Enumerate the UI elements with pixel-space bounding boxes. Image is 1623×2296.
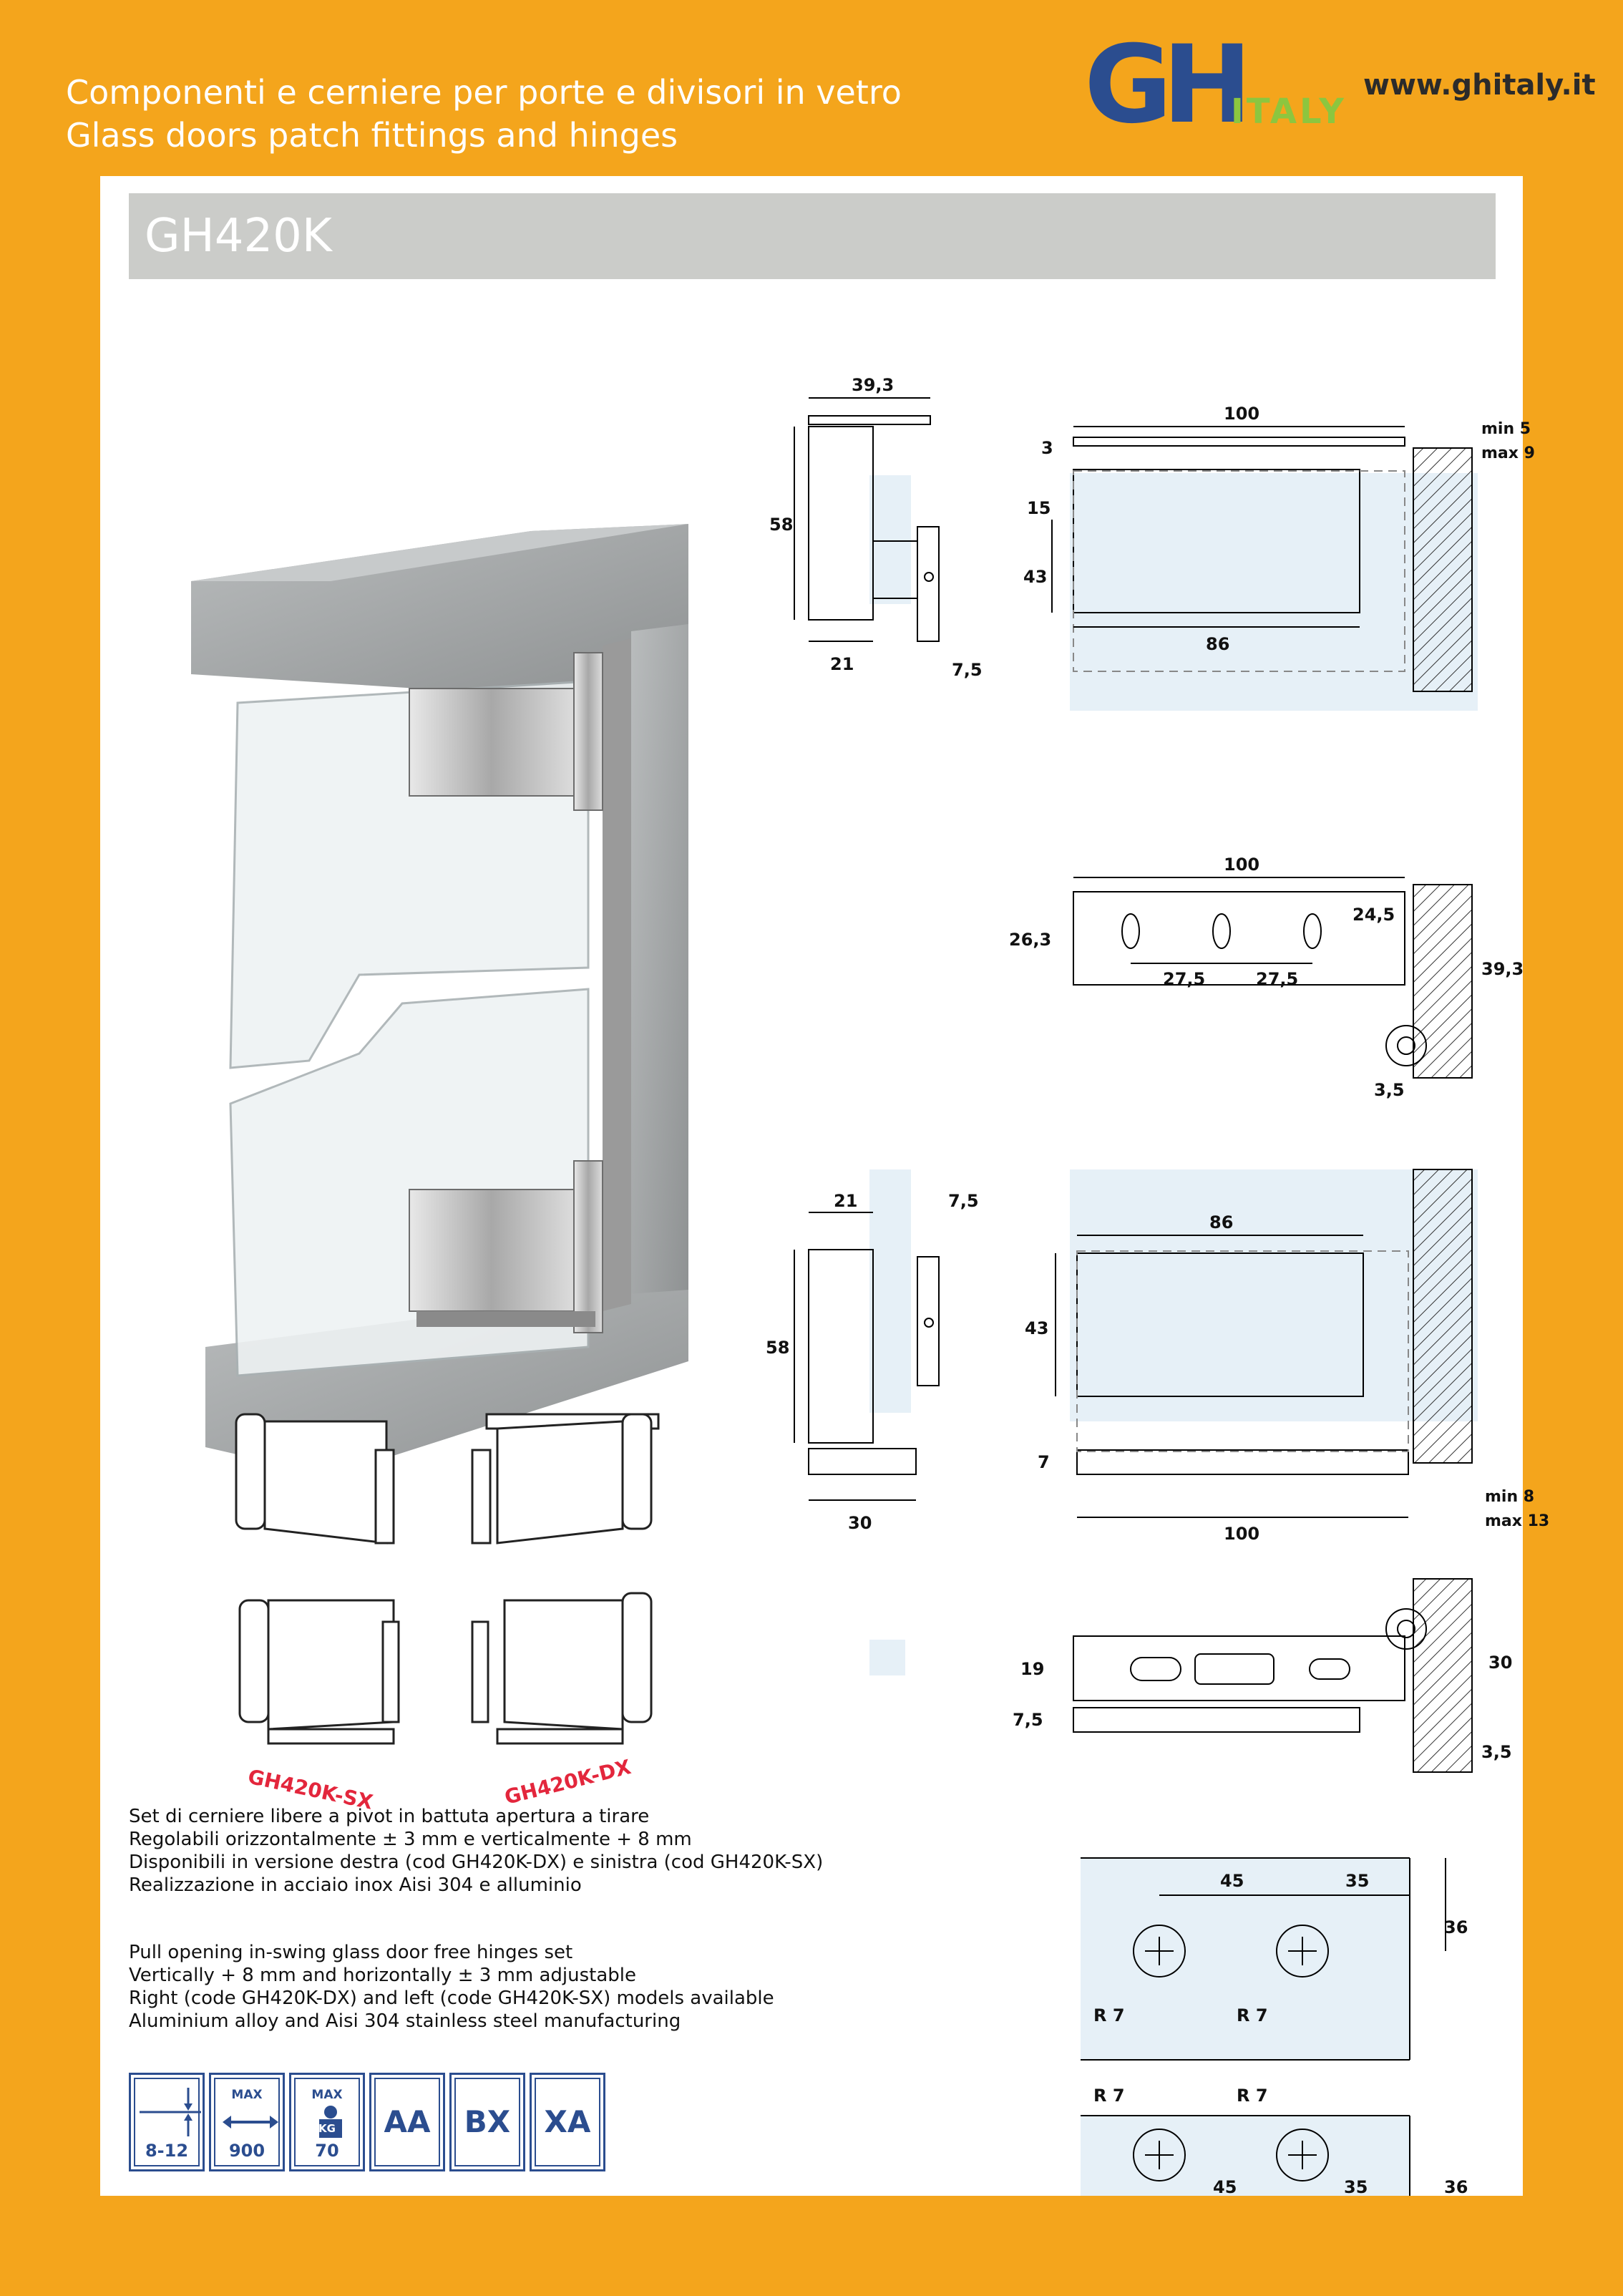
svg-text:ITALY: ITALY bbox=[1231, 92, 1347, 132]
description-line: Regolabili orizzontalmente ± 3 mm e verticalmente + 8 mm bbox=[129, 1829, 692, 1850]
dim-label: R 7 bbox=[1093, 2086, 1125, 2106]
finish-code: BX bbox=[454, 2078, 520, 2166]
header-line-english: Glass doors patch fittings and hinges bbox=[66, 116, 678, 155]
dim-label: min 5 bbox=[1481, 420, 1531, 438]
description-line: Disponibili in versione destra (cod GH420K-DX) e sinistra (cod GH420K-SX) bbox=[129, 1852, 824, 1873]
dim-label: 7,5 bbox=[948, 1191, 979, 1211]
max-width-value: 900 bbox=[228, 2141, 265, 2161]
max-label: MAX bbox=[231, 2088, 263, 2102]
dim-label: 36 bbox=[1444, 1917, 1468, 1937]
title-bar bbox=[129, 193, 1496, 279]
max-weight-value: 70 bbox=[315, 2141, 339, 2161]
max-label: MAX bbox=[311, 2088, 343, 2102]
glass-thickness-icon bbox=[129, 2073, 205, 2171]
description-english bbox=[129, 1941, 774, 2033]
dim-label: 43 bbox=[1025, 1318, 1049, 1338]
dim-label: 7,5 bbox=[1013, 1710, 1043, 1730]
dim-label: 35 bbox=[1344, 2177, 1368, 2197]
finish-code: AA bbox=[374, 2078, 440, 2166]
max-weight-icon bbox=[289, 2073, 365, 2171]
website-link[interactable]: www.ghitaly.it bbox=[1363, 69, 1596, 102]
finish-xa-icon bbox=[530, 2073, 605, 2171]
description-line: Aluminium alloy and Aisi 304 stainless steel manufacturing bbox=[129, 2010, 681, 2032]
dim-label: max 13 bbox=[1485, 1512, 1550, 1530]
dim-label: 7 bbox=[1038, 1452, 1050, 1472]
dim-label: 36 bbox=[1444, 2177, 1468, 2197]
dim-label: 3,5 bbox=[1481, 1742, 1512, 1762]
finish-aa-icon bbox=[369, 2073, 445, 2171]
product-model: GH420K bbox=[145, 210, 332, 263]
dim-label: 45 bbox=[1220, 1871, 1244, 1891]
glass-thickness-value: 8-12 bbox=[145, 2141, 189, 2161]
dim-label: 35 bbox=[1345, 1871, 1370, 1891]
dim-label: 19 bbox=[1020, 1659, 1045, 1679]
gh-italy-logo bbox=[1084, 23, 1347, 147]
dim-label: R 7 bbox=[1093, 2005, 1125, 2025]
dim-label: max 9 bbox=[1481, 444, 1535, 462]
header-line-italian: Componenti e cerniere per porte e divisori in vetro bbox=[66, 73, 902, 112]
dim-label: 24,5 bbox=[1352, 905, 1395, 925]
dim-label: 39,3 bbox=[1481, 959, 1524, 979]
finish-bx-icon bbox=[449, 2073, 525, 2171]
dim-label: 100 bbox=[1224, 855, 1260, 875]
installation-illustration bbox=[187, 345, 803, 1476]
dim-label: 43 bbox=[1023, 567, 1048, 587]
max-width-icon bbox=[209, 2073, 285, 2171]
dim-label: 30 bbox=[1488, 1653, 1513, 1673]
dim-label: 7,5 bbox=[952, 660, 983, 680]
dim-label: 26,3 bbox=[1009, 930, 1052, 950]
technical-drawings bbox=[766, 283, 1550, 2197]
dim-label: 86 bbox=[1209, 1212, 1234, 1232]
product-sheet bbox=[100, 176, 1550, 2197]
dim-label: R 7 bbox=[1237, 2086, 1268, 2106]
dim-label: 3 bbox=[1041, 438, 1053, 458]
dim-label: 45 bbox=[1213, 2177, 1237, 2197]
feature-icons bbox=[129, 2073, 610, 2171]
dim-label: 100 bbox=[1224, 404, 1260, 424]
description-italian bbox=[129, 1805, 823, 1897]
description-line: Set di cerniere libere a pivot in battuta apertura a tirare bbox=[129, 1806, 650, 1827]
description-line: Realizzazione in acciaio inox Aisi 304 e alluminio bbox=[129, 1874, 582, 1896]
dim-label: 21 bbox=[834, 1191, 858, 1211]
description-line: Pull opening in-swing glass door free hinges set bbox=[129, 1942, 573, 1963]
svg-text:GH: GH bbox=[1084, 23, 1242, 147]
dim-label: 100 bbox=[1224, 1524, 1260, 1544]
dim-label: min 8 bbox=[1485, 1488, 1535, 1506]
dim-label: 27,5 bbox=[1256, 969, 1299, 989]
description-line: Vertically + 8 mm and horizontally ± 3 mm adjustable bbox=[129, 1965, 637, 1986]
variant-label-dx: GH420K-DX bbox=[502, 1755, 633, 1809]
dim-label: 27,5 bbox=[1163, 969, 1206, 989]
dim-label: 15 bbox=[1027, 498, 1051, 518]
description-line: Right (code GH420K-DX) and left (code GH420K-SX) models available bbox=[129, 1988, 774, 2009]
dim-label: 58 bbox=[766, 1338, 790, 1358]
weight-unit: KG bbox=[318, 2122, 336, 2135]
dim-label: 3,5 bbox=[1374, 1080, 1405, 1100]
variant-label-sx: GH420K-SX bbox=[245, 1764, 376, 1814]
dim-label: 58 bbox=[769, 515, 794, 535]
dim-label: 86 bbox=[1206, 634, 1230, 654]
finish-code: XA bbox=[535, 2078, 600, 2166]
dim-label: 30 bbox=[848, 1513, 872, 1533]
dim-label: R 7 bbox=[1237, 2005, 1268, 2025]
dim-label: 21 bbox=[830, 654, 854, 674]
dim-label: 39,3 bbox=[852, 375, 895, 395]
